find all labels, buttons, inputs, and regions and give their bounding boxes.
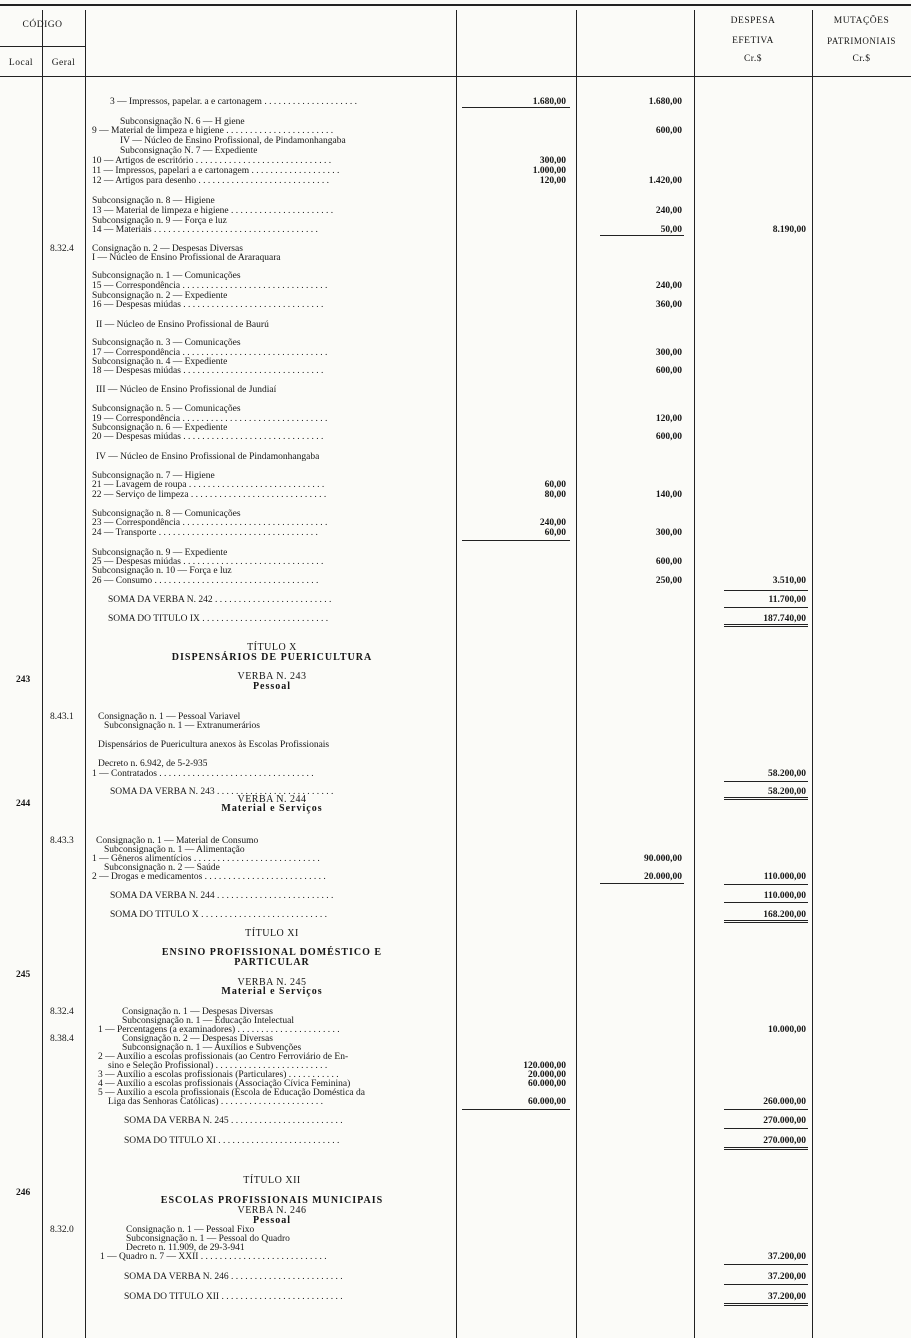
total-rule: [724, 624, 808, 627]
line-item-text: IV — Núcleo de Ensino Profissional, de Pindamonhangaba: [120, 136, 346, 146]
amount-col1: 1.680,00: [532, 97, 566, 107]
line-item-text: Consignação n. 1 — Pessoal Fixo: [126, 1225, 255, 1235]
amount-despesa: 3.510,00: [772, 576, 806, 586]
line-item-text: III — Núcleo de Ensino Profissional de Jundiaí: [96, 385, 277, 395]
line-item-text: SOMA DA VERBA N. 246 . . . . . . . . . . . . . . . . . . . . . . . .: [124, 1272, 343, 1282]
amount-col2: 50,00: [660, 225, 682, 235]
line-item-text: Liga das Senhoras Católicas) . . . . . . . . . . . . . . . . . . . . . .: [108, 1097, 324, 1107]
header-despesa-line2: EFETIVA: [732, 36, 774, 46]
section-heading: Pessoal: [252, 1215, 292, 1226]
line-item-text: 2 — Auxílio a escolas profissionais (ao Centro Ferroviário de En-: [98, 1052, 349, 1062]
line-item-text: Consignação n. 1 — Material de Consumo: [96, 836, 259, 846]
amount-despesa: 10.000,00: [768, 1025, 806, 1035]
local-code: 245: [16, 970, 31, 980]
header-local: Local: [8, 58, 34, 68]
section-heading: VERBA N. 244: [237, 794, 307, 805]
line-item-text: Consignação n. 2 — Despesas Diversas: [92, 244, 243, 254]
section-heading: VERBA N. 243: [237, 671, 307, 682]
header-despesa-line1: DESPESA: [730, 16, 776, 26]
line-item-text: 19 — Correspondência . . . . . . . . . . . . . . . . . . . . . . . . . . . . . . .: [92, 414, 328, 424]
line-item-text: Consignação n. 2 — Despesas Diversas: [122, 1034, 273, 1044]
local-code: 243: [16, 675, 31, 685]
header-mutacoes: [812, 14, 911, 66]
subtotal-rule: [724, 607, 808, 608]
section-heading: ESCOLAS PROFISSIONAIS MUNICIPAIS: [160, 1195, 384, 1206]
amount-despesa: 58.200,00: [768, 787, 806, 797]
subtotal-rule: [462, 107, 570, 108]
section-heading: TÍTULO XI: [245, 928, 299, 939]
section-heading: VERBA N. 245: [237, 977, 307, 988]
amount-col1: 120.000,00: [523, 1061, 566, 1071]
amount-despesa: 110.000,00: [763, 891, 806, 901]
col-divider-c3: [812, 10, 813, 1338]
geral-code: 8.32.0: [50, 1225, 74, 1235]
amount-col2: 600,00: [655, 366, 682, 376]
line-item-text: Subconsignação n. 1 — Pessoal do Quadro: [126, 1234, 290, 1244]
line-item-text: 17 — Correspondência . . . . . . . . . . . . . . . . . . . . . . . . . . . . . . .: [92, 348, 328, 358]
top-border: [0, 4, 911, 6]
subtotal-rule: [724, 884, 808, 885]
header-mutacoes-line1: MUTAÇÕES: [833, 16, 890, 26]
line-item-text: 16 — Despesas miúdas . . . . . . . . . . . . . . . . . . . . . . . . . . . . . .: [92, 300, 324, 310]
line-item-text: 1 — Contratados . . . . . . . . . . . . . . . . . . . . . . . . . . . . . . . . .: [92, 769, 314, 779]
line-item-text: 1 — Percentagens (a examinadores) . . . . . . . . . . . . . . . . . . . . . .: [98, 1025, 340, 1035]
amount-despesa: 8.190,00: [772, 225, 806, 235]
col-divider-geral: [85, 10, 86, 1338]
line-item-text: 3 — Impressos, papelar. a e cartonagem . . . . . . . . . . . . . . . . . . . .: [110, 97, 357, 107]
line-item-text: 3 — Auxílio a escolas profissionais (Particulares) . . . . . . . . . . .: [98, 1070, 339, 1080]
total-rule: [724, 1147, 808, 1150]
line-item-text: Subconsignação N. 7 — Expediente: [120, 146, 258, 156]
col-divider-c1: [576, 10, 577, 1338]
amount-col1: 240,00: [539, 518, 566, 528]
line-item-text: Subconsignação N. 6 — H giene: [120, 117, 245, 127]
amount-despesa: 37.200,00: [768, 1252, 806, 1262]
line-item-text: Subconsignação n. 9 — Força e luz: [92, 216, 227, 226]
amount-despesa: 187.740,00: [763, 614, 806, 624]
line-item-text: 22 — Serviço de limpeza . . . . . . . . . . . . . . . . . . . . . . . . . . . . .: [92, 490, 327, 500]
line-item-text: 18 — Despesas miúdas . . . . . . . . . . . . . . . . . . . . . . . . . . . . . .: [92, 366, 324, 376]
col-divider-desc: [456, 10, 457, 1338]
amount-col1: 60,00: [544, 480, 566, 490]
line-item-text: Subconsignação n. 6 — Expediente: [92, 423, 228, 433]
amount-col1: 60,00: [544, 528, 566, 538]
amount-despesa: 110.000,00: [763, 872, 806, 882]
line-item-text: Consignação n. 1 — Despesas Diversas: [122, 1007, 273, 1017]
local-code: 244: [16, 799, 31, 809]
subtotal-rule: [600, 235, 684, 236]
amount-col2: 600,00: [655, 432, 682, 442]
line-item-text: Dispensários de Puericultura anexos às Escolas Profissionais: [98, 740, 330, 750]
amount-col2: 300,00: [655, 348, 682, 358]
line-item-text: SOMA DA VERBA N. 244 . . . . . . . . . . . . . . . . . . . . . . . . .: [110, 891, 334, 901]
header-codigo: CÓDIGO: [22, 20, 63, 30]
amount-despesa: 168.200,00: [763, 910, 806, 920]
geral-code: 8.32.4: [50, 244, 74, 254]
line-item-text: II — Núcleo de Ensino Profissional de Baurú: [96, 320, 269, 330]
subtotal-rule: [724, 1128, 808, 1129]
subtotal-rule: [462, 540, 570, 541]
section-heading: Material e Serviços: [221, 986, 323, 997]
line-item-text: SOMA DO TÍTULO XII . . . . . . . . . . . . . . . . . . . . . . . . . .: [124, 1292, 343, 1302]
subtotal-rule: [600, 883, 684, 884]
line-item-text: Subconsignação n. 5 — Comunicações: [92, 404, 241, 414]
subtotal-rule: [724, 1109, 808, 1110]
amount-col1: 80,00: [544, 490, 566, 500]
line-item-text: Subconsignação n. 9 — Expediente: [92, 548, 228, 558]
total-rule: [724, 797, 808, 800]
line-item-text: Subconsignação n. 8 — Comunicações: [92, 509, 241, 519]
amount-col2: 600,00: [655, 557, 682, 567]
line-item-text: 1 — Gêneros alimentícios . . . . . . . . . . . . . . . . . . . . . . . . . . .: [92, 854, 320, 864]
subtotal-rule: [724, 902, 808, 903]
geral-code: 8.38.4: [50, 1034, 74, 1044]
line-item-text: 4 — Auxílio a escolas profissionais (Associação Cívica Feminina): [98, 1079, 351, 1089]
line-item-text: 1 — Quadro n. 7 — XXII . . . . . . . . . . . . . . . . . . . . . . . . . . .: [100, 1252, 327, 1262]
header-codigo-rule: [0, 46, 85, 47]
header-despesa-line3: Cr.$: [743, 54, 763, 64]
line-item-text: 23 — Correspondência . . . . . . . . . . . . . . . . . . . . . . . . . . . . . . .: [92, 518, 328, 528]
line-item-text: sino e Seleção Profissional) . . . . . . . . . . . . . . . . . . . . . . . .: [108, 1061, 328, 1071]
subtotal-rule: [724, 1284, 808, 1285]
line-item-text: SOMA DO TÍTULO XI . . . . . . . . . . . . . . . . . . . . . . . . . .: [124, 1136, 340, 1146]
line-item-text: 15 — Correspondência . . . . . . . . . . . . . . . . . . . . . . . . . . . . . . .: [92, 281, 328, 291]
line-item-text: Subconsignação n. 1 — Alimentação: [104, 845, 245, 855]
amount-col2: 600,00: [655, 126, 682, 136]
section-heading: Material e Serviços: [221, 803, 323, 814]
amount-col2: 1.420,00: [648, 176, 682, 186]
section-heading: TÍTULO X: [247, 642, 297, 653]
amount-despesa: 58.200,00: [768, 769, 806, 779]
line-item-text: Subconsignação n. 1 — Educação Intelectual: [122, 1016, 294, 1026]
section-heading: Pessoal: [252, 681, 292, 692]
amount-despesa: 37.200,00: [768, 1272, 806, 1282]
local-code: 246: [16, 1188, 31, 1198]
line-item-text: Subconsignação n. 1 — Auxílios e Subvenções: [122, 1043, 302, 1053]
amount-col1: 120,00: [539, 176, 566, 186]
amount-col2: 240,00: [655, 206, 682, 216]
line-item-text: 12 — Artigos para desenho . . . . . . . . . . . . . . . . . . . . . . . . . . . .: [92, 176, 329, 186]
subtotal-rule: [462, 1109, 570, 1110]
line-item-text: Subconsignação n. 1 — Extranumerários: [104, 721, 260, 731]
line-item-text: Subconsignação n. 7 — Higiene: [92, 471, 215, 481]
line-item-text: 24 — Transporte . . . . . . . . . . . . . . . . . . . . . . . . . . . . . . . . . .: [92, 528, 318, 538]
section-heading: VERBA N. 246: [237, 1205, 307, 1216]
amount-despesa: 11.700,00: [768, 595, 806, 605]
line-item-text: Subconsignação n. 8 — Higiene: [92, 196, 215, 206]
line-item-text: 25 — Despesas miúdas . . . . . . . . . . . . . . . . . . . . . . . . . . . . . .: [92, 557, 324, 567]
total-rule: [724, 1303, 808, 1306]
line-item-text: 11 — Impressos, papelari a e cartonagem . . . . . . . . . . . . . . . . . . .: [92, 166, 340, 176]
line-item-text: Consignação n. 1 — Pessoal Variavel: [98, 712, 241, 722]
line-item-text: Subconsignação n. 1 — Comunicações: [92, 271, 241, 281]
line-item-text: IV — Núcleo de Ensino Profissional de Pindamonhangaba: [96, 452, 320, 462]
line-item-text: Decreto n. 11.909, de 29-3-941: [126, 1243, 245, 1253]
line-item-text: 21 — Lavagem de roupa . . . . . . . . . . . . . . . . . . . . . . . . . . . . .: [92, 480, 325, 490]
line-item-text: 26 — Consumo . . . . . . . . . . . . . . . . . . . . . . . . . . . . . . . . . . .: [92, 576, 319, 586]
amount-despesa: 37.200,00: [768, 1292, 806, 1302]
amount-col2: 240,00: [655, 281, 682, 291]
geral-code: 8.32.4: [50, 1007, 74, 1017]
amount-col2: 140,00: [655, 490, 682, 500]
amount-despesa: 270.000,00: [763, 1136, 806, 1146]
amount-col1: 60.000,00: [528, 1079, 566, 1089]
line-item-text: 2 — Drogas e medicamentos . . . . . . . . . . . . . . . . . . . . . . . . . .: [92, 872, 326, 882]
col-divider-c2: [694, 10, 695, 1338]
line-item-text: SOMA DO TÍTULO X . . . . . . . . . . . . . . . . . . . . . . . . . . .: [110, 910, 328, 920]
line-item-text: Subconsignação n. 10 — Força e luz: [92, 566, 232, 576]
amount-col1: 60.000,00: [528, 1097, 566, 1107]
line-item-text: I — Núcleo de Ensino Profissional de Araraquara: [92, 253, 281, 263]
amount-despesa: 270.000,00: [763, 1116, 806, 1126]
line-item-text: Subconsignação n. 2 — Saúde: [104, 863, 220, 873]
line-item-text: 14 — Materiais . . . . . . . . . . . . . . . . . . . . . . . . . . . . . . . . . . .: [92, 225, 318, 235]
line-item-text: SOMA DA VERBA N. 243 . . . . . . . . . . . . . . . . . . . . . . . . .: [110, 787, 334, 797]
line-item-text: 10 — Artigos de escritório . . . . . . . . . . . . . . . . . . . . . . . . . . . . .: [92, 156, 332, 166]
header-despesa: [694, 14, 812, 66]
amount-col2: 300,00: [655, 528, 682, 538]
amount-col2: 120,00: [655, 414, 682, 424]
amount-col2: 20.000,00: [644, 872, 682, 882]
amount-col2: 360,00: [655, 300, 682, 310]
geral-code: 8.43.3: [50, 836, 74, 846]
line-item-text: SOMA DA VERBA N. 242 . . . . . . . . . . . . . . . . . . . . . . . . .: [108, 595, 332, 605]
header-mutacoes-line2: PATRIMONIAIS: [827, 36, 896, 46]
amount-col1: 1.000,00: [532, 166, 566, 176]
amount-col2: 1.680,00: [648, 97, 682, 107]
subtotal-rule: [724, 781, 808, 782]
subtotal-rule: [724, 1264, 808, 1265]
amount-col2: 250,00: [655, 576, 682, 586]
section-heading: DISPENSÁRIOS DE PUERICULTURA: [171, 652, 373, 663]
amount-col1: 20.000,00: [528, 1070, 566, 1080]
line-item-text: SOMA DA VERBA N. 245 . . . . . . . . . . . . . . . . . . . . . . . .: [124, 1116, 343, 1126]
amount-col2: 90.000,00: [644, 854, 682, 864]
total-rule: [724, 920, 808, 923]
subtotal-rule: [724, 590, 808, 591]
line-item-text: SOMA DO TÍTULO IX . . . . . . . . . . . . . . . . . . . . . . . . . . .: [108, 614, 329, 624]
line-item-text: Subconsignação n. 2 — Expediente: [92, 291, 228, 301]
section-heading: ENSINO PROFISSIONAL DOMÉSTICO E: [161, 947, 383, 958]
line-item-text: Decreto n. 6.942, de 5-2-935: [98, 759, 208, 769]
amount-col1: 300,00: [539, 156, 566, 166]
section-heading: TÍTULO XII: [243, 1175, 301, 1186]
amount-despesa: 260.000,00: [763, 1097, 806, 1107]
line-item-text: Subconsignação n. 4 — Expediente: [92, 357, 228, 367]
line-item-text: 13 — Material de limpeza e higiene . . . . . . . . . . . . . . . . . . . . . .: [92, 206, 334, 216]
geral-code: 8.43.1: [50, 712, 74, 722]
header-geral: Geral: [51, 58, 76, 68]
line-item-text: 9 — Material de limpeza e higiene . . . . . . . . . . . . . . . . . . . . . . .: [92, 126, 334, 136]
section-heading: PARTICULAR: [234, 957, 310, 968]
line-item-text: Subconsignação n. 3 — Comunicações: [92, 338, 241, 348]
col-divider-local: [42, 10, 43, 1338]
line-item-text: 5 — Auxílio a escola profissionais (Escola de Educação Doméstica da: [98, 1088, 365, 1098]
header-mutacoes-line3: Cr.$: [852, 54, 871, 64]
line-item-text: 20 — Despesas miúdas . . . . . . . . . . . . . . . . . . . . . . . . . . . . . .: [92, 432, 324, 442]
